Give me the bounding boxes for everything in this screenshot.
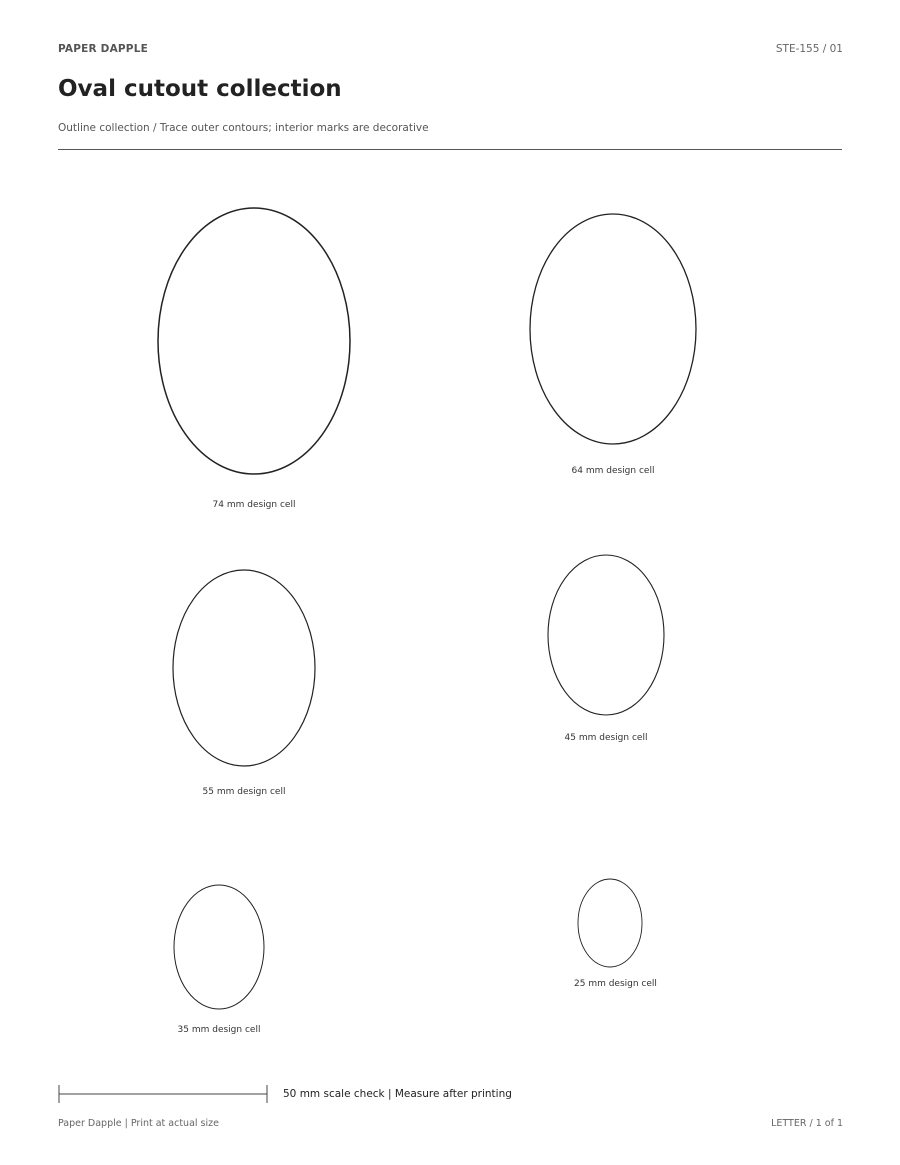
brand-name: PAPER DAPPLE xyxy=(58,43,148,55)
page-title: Oval cutout collection xyxy=(58,76,342,102)
oval-cell-25mm xyxy=(574,874,657,994)
footer-note: Paper Dapple | Print at actual size xyxy=(58,1118,219,1129)
oval-outline xyxy=(574,874,646,974)
oval-outline xyxy=(526,210,700,448)
oval-cell-45mm xyxy=(544,551,668,747)
oval-outline xyxy=(169,881,269,1015)
oval-outline xyxy=(544,551,668,721)
header-divider xyxy=(58,149,842,150)
oval-outline xyxy=(154,204,354,480)
document-reference: STE-155 / 01 xyxy=(775,43,843,55)
cell-label: 45 mm design cell xyxy=(564,733,648,743)
oval-cell-64mm xyxy=(526,210,700,482)
cell-label: 74 mm design cell xyxy=(212,500,296,510)
scale-bar xyxy=(58,1084,270,1104)
scale-check-label: 50 mm scale check | Measure after printing xyxy=(283,1088,512,1100)
page-count: LETTER / 1 of 1 xyxy=(771,1118,843,1129)
cell-label: 25 mm design cell xyxy=(574,979,657,989)
oval-outline xyxy=(168,566,320,772)
oval-cell-74mm xyxy=(154,204,354,514)
cell-label: 64 mm design cell xyxy=(571,466,655,476)
oval-cell-55mm xyxy=(168,566,320,802)
page-subtitle: Outline collection / Trace outer contours; interior marks are decorative xyxy=(58,122,429,134)
cell-label: 35 mm design cell xyxy=(177,1025,261,1035)
oval-cell-35mm xyxy=(169,881,269,1039)
cell-label: 55 mm design cell xyxy=(202,787,286,797)
